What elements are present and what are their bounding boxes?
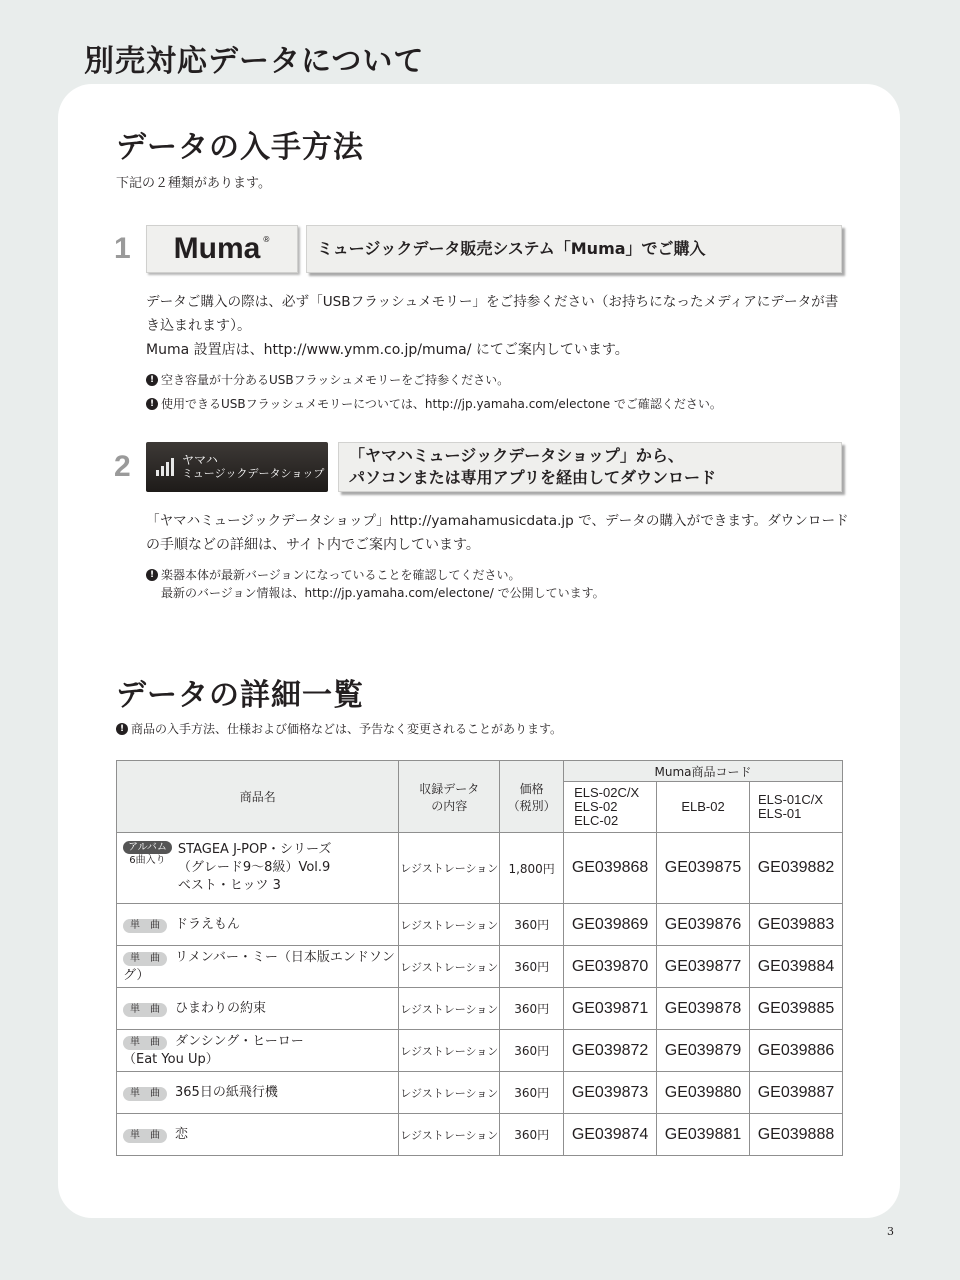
price-cell: 360円	[500, 1114, 564, 1156]
code-cell: GE039868	[564, 833, 657, 904]
page-number: 3	[887, 1225, 894, 1238]
step2-description	[146, 509, 849, 557]
step2-para-line: の手順などの詳細は、サイト内でご案内しています。	[146, 537, 480, 553]
code-cell: GE039883	[750, 904, 843, 946]
step1-description	[146, 290, 846, 362]
step2-note	[146, 566, 605, 602]
table-row	[117, 946, 843, 988]
header-model-2: ELB-02	[657, 782, 750, 833]
section-intro: 下記の２種類があります。	[116, 176, 271, 191]
content-cell: レジストレーション	[399, 1030, 500, 1072]
single-badge: 単 曲	[123, 919, 167, 933]
product-name-cell: アルバム 6曲入り STAGEA J-POP・シリーズ （グレード9～8級）Vol.9 ベスト・ヒッツ 3	[117, 833, 399, 904]
music-bars-icon	[156, 456, 178, 478]
content-cell: レジストレーション	[399, 988, 500, 1030]
single-badge: 単 曲	[123, 1129, 167, 1143]
header-model-3: ELS-01C/X ELS-01	[750, 782, 843, 833]
code-cell: GE039879	[657, 1030, 750, 1072]
single-badge: 単 曲	[123, 1087, 167, 1101]
step1-para-line: Muma 設置店は、http://www.ymm.co.jp/muma/ にてご案内しています。	[146, 342, 629, 358]
content-cell: レジストレーション	[399, 1072, 500, 1114]
code-cell: GE039888	[750, 1114, 843, 1156]
shop-logo-line1: ヤマハ	[182, 453, 218, 467]
step-number-1: 1	[114, 232, 131, 265]
content-cell: レジストレーション	[399, 833, 500, 904]
product-name-cell: 単 曲 ドラえもん	[117, 904, 399, 946]
code-cell: GE039880	[657, 1072, 750, 1114]
section-heading-acquisition: データの入手方法	[116, 130, 364, 165]
single-badge: 単 曲	[123, 952, 167, 966]
price-cell: 360円	[500, 1030, 564, 1072]
code-cell: GE039876	[657, 904, 750, 946]
step2-para-line: 「ヤマハミュージックデータショップ」http://yamahamusicdata.jp で、データの購入ができます。ダウンロード	[146, 513, 849, 529]
code-cell: GE039885	[750, 988, 843, 1030]
code-cell: GE039884	[750, 946, 843, 988]
step1-note-2	[146, 395, 722, 413]
step-number-2: 2	[114, 450, 131, 483]
step2-banner	[338, 442, 842, 492]
exclamation-icon: !	[146, 374, 158, 386]
step1-para-line: き込まれます）。	[146, 318, 251, 334]
code-cell: GE039887	[750, 1072, 843, 1114]
code-cell: GE039877	[657, 946, 750, 988]
step2-banner-line: 「ヤマハミュージックデータショップ」から、	[349, 446, 684, 465]
section2-note	[116, 720, 562, 738]
table-row	[117, 988, 843, 1030]
price-cell: 360円	[500, 946, 564, 988]
muma-logo-text: Muma	[173, 232, 261, 265]
code-cell: GE039870	[564, 946, 657, 988]
yamaha-music-data-shop-logo	[146, 442, 328, 492]
price-cell: 360円	[500, 1072, 564, 1114]
code-cell: GE039881	[657, 1114, 750, 1156]
step1-note-1	[146, 371, 509, 389]
product-name-cell: 単 曲 ひまわりの約束	[117, 988, 399, 1030]
table-row	[117, 1072, 843, 1114]
shop-logo-line2: ミュージックデータショップ	[182, 467, 325, 480]
muma-logo	[146, 225, 298, 273]
table-row	[117, 1030, 843, 1072]
album-badge: アルバム 6曲入り	[123, 841, 172, 868]
exclamation-icon: !	[146, 569, 158, 581]
exclamation-icon: !	[116, 723, 128, 735]
product-name-cell: 単 曲 ダンシング・ヒーロー（Eat You Up）	[117, 1030, 399, 1072]
step1-para-line: データご購入の際は、必ず「USBフラッシュメモリー」をご持参ください（お持ちになったメディアにデータが書	[146, 294, 839, 310]
code-cell: GE039878	[657, 988, 750, 1030]
single-badge: 単 曲	[123, 1003, 167, 1017]
code-cell: GE039873	[564, 1072, 657, 1114]
content-cell: レジストレーション	[399, 904, 500, 946]
note-text: 使用できるUSBフラッシュメモリーについては、http://jp.yamaha.com/electone でご確認ください。	[161, 397, 722, 411]
table-row-album	[117, 833, 843, 904]
page-title: 別売対応データについて	[84, 44, 425, 79]
code-cell: GE039872	[564, 1030, 657, 1072]
section-heading-details: データの詳細一覧	[116, 678, 364, 713]
code-cell: GE039886	[750, 1030, 843, 1072]
step1-banner-text: ミュージックデータ販売システム「Muma」でご購入	[317, 239, 706, 258]
price-cell: 360円	[500, 904, 564, 946]
code-cell: GE039875	[657, 833, 750, 904]
header-content: 収録データ の内容	[399, 761, 500, 833]
header-price: 価格 （税別）	[500, 761, 564, 833]
note-text: 空き容量が十分あるUSBフラッシュメモリーをご持参ください。	[161, 373, 510, 387]
product-name-cell: 単 曲 リメンバー・ミー（日本版エンドソング）	[117, 946, 399, 988]
table-row	[117, 1114, 843, 1156]
step2-banner-line: パソコンまたは専用アプリを経由してダウンロード	[349, 468, 717, 487]
note-text: 最新のバージョン情報は、http://jp.yamaha.com/electone/ で公開しています。	[161, 586, 605, 600]
table-row	[117, 904, 843, 946]
registered-mark: ®	[262, 234, 271, 244]
note-text: 楽器本体が最新バージョンになっていることを確認してください。	[161, 568, 521, 582]
header-model-1: ELS-02C/X ELS-02 ELC-02	[564, 782, 657, 833]
single-badge: 単 曲	[123, 1036, 167, 1050]
price-cell: 360円	[500, 988, 564, 1030]
product-table	[116, 760, 843, 1156]
price-cell: 1,800円	[500, 833, 564, 904]
product-name-cell: 単 曲 恋	[117, 1114, 399, 1156]
product-name-cell: 単 曲 365日の紙飛行機	[117, 1072, 399, 1114]
header-muma-code: Muma商品コード	[564, 761, 843, 782]
exclamation-icon: !	[146, 398, 158, 410]
header-product-name: 商品名	[117, 761, 399, 833]
code-cell: GE039874	[564, 1114, 657, 1156]
content-cell: レジストレーション	[399, 946, 500, 988]
code-cell: GE039871	[564, 988, 657, 1030]
code-cell: GE039869	[564, 904, 657, 946]
step1-banner	[306, 225, 842, 273]
content-cell: レジストレーション	[399, 1114, 500, 1156]
code-cell: GE039882	[750, 833, 843, 904]
note-text: 商品の入手方法、仕様および価格などは、予告なく変更されることがあります。	[131, 722, 563, 736]
